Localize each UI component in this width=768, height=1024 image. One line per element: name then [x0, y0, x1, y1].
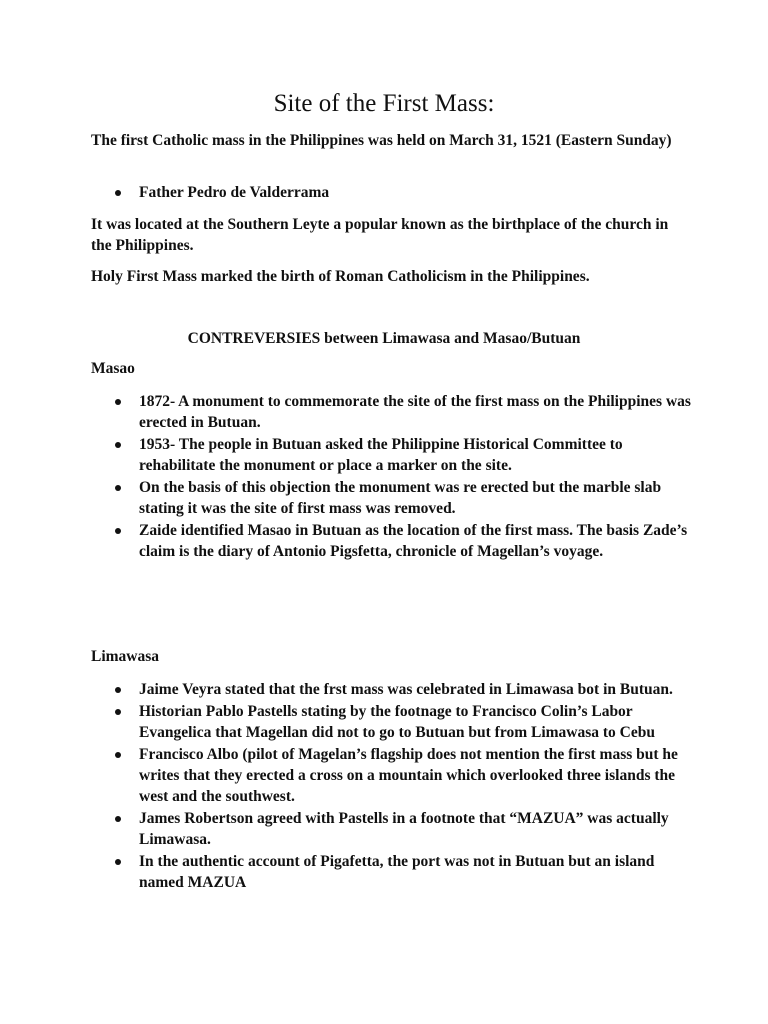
bullet-icon: [115, 709, 121, 715]
bullet-icon: [115, 859, 121, 865]
list-item-text: Francisco Albo (pilot of Magelan’s flagship does not mention the first mass but he writes that they erected a cross on a mountain which overlooked three islands the west and the southwest.: [139, 746, 678, 805]
bullet-icon: [115, 687, 121, 693]
list-item: [91, 679, 691, 700]
controversies-heading: CONTREVERSIES between Limawasa and Masao/Butuan: [187, 330, 581, 347]
masao-heading: Masao: [91, 360, 135, 377]
bullet-icon: [115, 528, 121, 534]
list-item-text: On the basis of this objection the monument was re erected but the marble slab stating it was the site of first mass was removed.: [139, 479, 662, 517]
intro-paragraph-location: It was located at the Southern Leyte a popular known as the birthplace of the church in the Philippines.: [91, 216, 669, 254]
page-title: Site of the First Mass:: [273, 90, 495, 117]
list-item: [91, 744, 691, 807]
bullet-icon: [115, 485, 121, 491]
list-item: [91, 520, 691, 562]
list-item-text: Zaide identified Masao in Butuan as the location of the first mass. The basis Zade’s claim is the diary of Antonio Pigsfetta, chronicle of Magellan’s voyage.: [139, 522, 688, 560]
intro-paragraph-date: The first Catholic mass in the Philippines was held on March 31, 1521 (Eastern Sunday): [91, 132, 672, 149]
list-item: [91, 182, 691, 203]
bullet-icon: [115, 399, 121, 405]
limawasa-heading: Limawasa: [91, 648, 160, 665]
list-item-text: Historian Pablo Pastells stating by the footnage to Francisco Colin’s Labor Evangelica that Magellan did not to go to Butuan but from Limawasa to Cebu: [139, 703, 655, 741]
bullet-icon: [115, 190, 121, 196]
list-item-text: 1872- A monument to commemorate the site of the first mass on the Philippines was erected in Butuan.: [139, 393, 691, 431]
bullet-icon: [115, 816, 121, 822]
bullet-icon: [115, 442, 121, 448]
list-item-text: James Robertson agreed with Pastells in a footnote that “MAZUA” was actually Limawasa.: [139, 810, 669, 848]
list-item: [91, 434, 691, 476]
list-item: [91, 701, 691, 743]
intro-bullet-list: [91, 182, 691, 204]
list-item-text: Jaime Veyra stated that the frst mass was celebrated in Limawasa bot in Butuan.: [139, 681, 673, 698]
masao-bullet-list: [91, 391, 691, 563]
list-item: [91, 391, 691, 433]
intro-paragraph-significance: Holy First Mass marked the birth of Roman Catholicism in the Philippines.: [91, 268, 590, 285]
list-item-text: Father Pedro de Valderrama: [139, 184, 330, 201]
list-item: [91, 808, 691, 850]
limawasa-bullet-list: [91, 679, 691, 894]
list-item: [91, 477, 691, 519]
list-item-text: 1953- The people in Butuan asked the Philippine Historical Committee to rehabilitate the monument or place a marker on the site.: [139, 436, 623, 474]
list-item-text: In the authentic account of Pigafetta, the port was not in Butuan but an island named MAZUA: [139, 853, 655, 891]
bullet-icon: [115, 752, 121, 758]
list-item: [91, 851, 691, 893]
